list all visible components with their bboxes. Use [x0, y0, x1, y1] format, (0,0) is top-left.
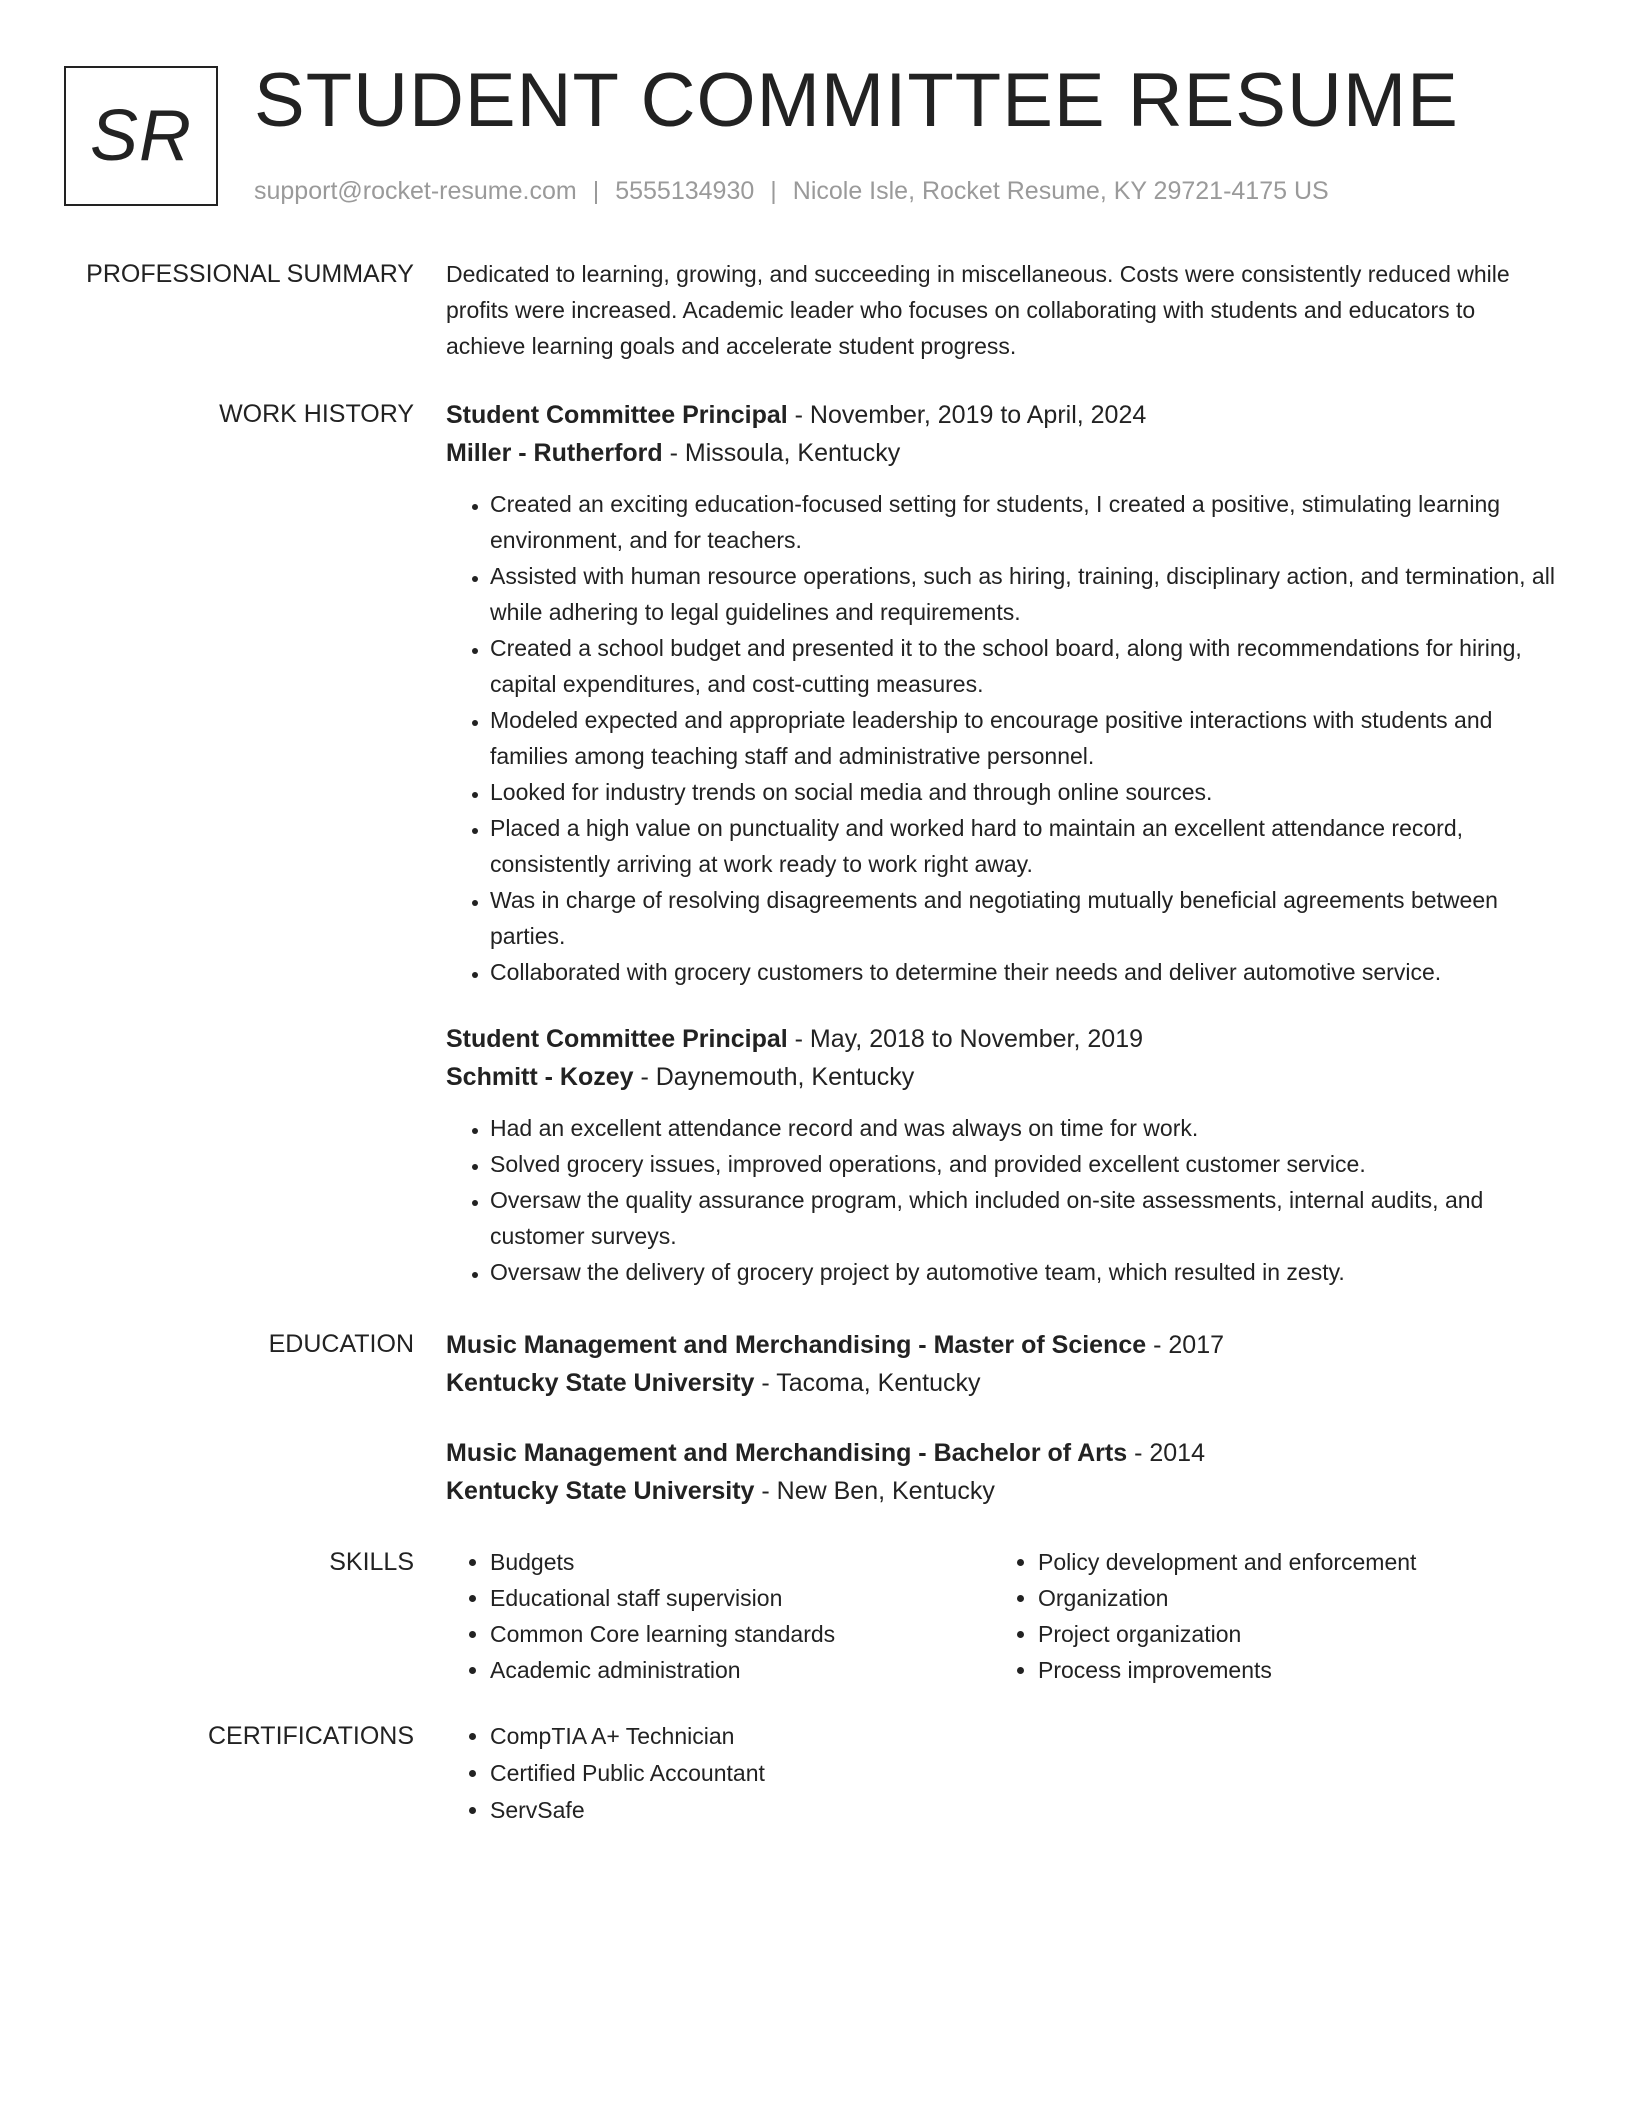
list-item: • Collaborated with grocery customers to determine their needs and deliver automotive service.: [490, 954, 1556, 990]
skill-item: • Academic administration: [490, 1652, 994, 1688]
skills-grid: [446, 1544, 1556, 1688]
certification-list: [446, 1718, 1556, 1829]
contact-address: Nicole Isle, Rocket Resume, KY 29721-4175 US: [792, 177, 1329, 205]
skill-item: • Process improvements: [1038, 1652, 1542, 1688]
summary-body: [446, 256, 1556, 364]
job-entry: [446, 396, 1556, 990]
section-label-summary: PROFESSIONAL SUMMARY: [86, 260, 414, 288]
contact-separator: |: [592, 177, 600, 205]
work-body: [446, 396, 1556, 1290]
education-entry: [446, 1326, 1556, 1402]
contact-phone[interactable]: 5555134930: [615, 177, 755, 205]
job-location: - Missoula, Kentucky: [662, 439, 901, 467]
list-item: • Oversaw the delivery of grocery project by automotive team, which resulted in zesty.: [490, 1254, 1556, 1290]
skill-item: • Common Core learning standards: [490, 1616, 994, 1652]
job-title: Student Committee Principal: [446, 401, 788, 429]
school-line: [446, 1364, 1556, 1402]
resume-title: STUDENT COMMITTEE RESUME: [254, 58, 1459, 143]
section-label-education: EDUCATION: [268, 1330, 414, 1358]
skill-item: • Organization: [1038, 1580, 1542, 1616]
degree-year: - 2014: [1127, 1439, 1205, 1467]
education-body: [446, 1326, 1556, 1510]
skills-column-left: [446, 1544, 994, 1688]
school: Kentucky State University: [446, 1477, 755, 1505]
job-entry: [446, 1020, 1556, 1290]
list-item: • Looked for industry trends on social media and through online sources.: [490, 774, 1556, 810]
list-item: • Oversaw the quality assurance program, which included on-site assessments, internal audits, and customer surveys.: [490, 1182, 1556, 1254]
certification-item: • CompTIA A+ Technician: [490, 1718, 1556, 1755]
list-item: • Had an excellent attendance record and was always on time for work.: [490, 1110, 1556, 1146]
section-label-skills: SKILLS: [329, 1548, 414, 1576]
summary-text: Dedicated to learning, growing, and succeeding in miscellaneous. Costs were consistently reduced while profits were increased. Academic leader who focuses on collaborating with students and educators to achieve learning goals and accelerate student progress.: [446, 261, 1510, 359]
job-bullets: [446, 486, 1556, 990]
certification-item: • Certified Public Accountant: [490, 1755, 1556, 1792]
job-location: - Daynemouth, Kentucky: [633, 1063, 915, 1091]
job-title-line: [446, 1020, 1556, 1058]
job-title: Student Committee Principal: [446, 1025, 788, 1053]
skill-item: • Project organization: [1038, 1616, 1542, 1652]
job-company-line: [446, 1058, 1556, 1096]
section-label-certifications: CERTIFICATIONS: [207, 1722, 414, 1750]
degree: Music Management and Merchandising - Master of Science: [446, 1331, 1147, 1359]
skills-body: [446, 1544, 1556, 1688]
list-item: • Assisted with human resource operations, such as hiring, training, disciplinary action, and termination, all while adhering to legal guidelines and requirements.: [490, 558, 1556, 630]
school-line: [446, 1472, 1556, 1510]
section-label-work: WORK HISTORY: [219, 400, 414, 428]
skill-item: • Policy development and enforcement: [1038, 1544, 1542, 1580]
education-entry: [446, 1434, 1556, 1510]
certification-item: • ServSafe: [490, 1792, 1556, 1829]
job-dates: - November, 2019 to April, 2024: [787, 401, 1147, 429]
certifications-body: [446, 1718, 1556, 1829]
contact-separator: |: [770, 177, 777, 205]
school-location: - New Ben, Kentucky: [754, 1477, 995, 1505]
job-company: Schmitt - Kozey: [446, 1063, 634, 1091]
job-bullets: [446, 1110, 1556, 1290]
skills-column-right: [994, 1544, 1542, 1688]
list-item: • Was in charge of resolving disagreements and negotiating mutually beneficial agreements between parties.: [490, 882, 1556, 954]
job-dates: - May, 2018 to November, 2019: [787, 1025, 1144, 1053]
monogram-logo: SR: [64, 66, 218, 206]
list-item: • Placed a high value on punctuality and worked hard to maintain an excellent attendance record, consistently arriving at work ready to work right away.: [490, 810, 1556, 882]
job-company: Miller - Rutherford: [446, 439, 663, 467]
contact-email[interactable]: support@rocket-resume.com: [254, 177, 577, 205]
list-item: • Modeled expected and appropriate leadership to encourage positive interactions with students and families among teaching staff and administrative personnel.: [490, 702, 1556, 774]
job-title-line: [446, 396, 1556, 434]
degree-line: [446, 1326, 1556, 1364]
degree: Music Management and Merchandising - Bachelor of Arts: [446, 1439, 1128, 1467]
degree-year: - 2017: [1146, 1331, 1225, 1359]
list-item: • Created a school budget and presented it to the school board, along with recommendations for hiring, capital expenditures, and cost-cutting measures.: [490, 630, 1556, 702]
skill-item: • Budgets: [490, 1544, 994, 1580]
list-item: • Solved grocery issues, improved operations, and provided excellent customer service.: [490, 1146, 1556, 1182]
list-item: • Created an exciting education-focused setting for students, I created a positive, stimulating learning environment, and for teachers.: [490, 486, 1556, 558]
degree-line: [446, 1434, 1556, 1472]
contact-line: [254, 176, 1329, 206]
skill-item: • Educational staff supervision: [490, 1580, 994, 1616]
school-location: - Tacoma, Kentucky: [754, 1369, 981, 1397]
job-company-line: [446, 434, 1556, 472]
school: Kentucky State University: [446, 1369, 755, 1397]
